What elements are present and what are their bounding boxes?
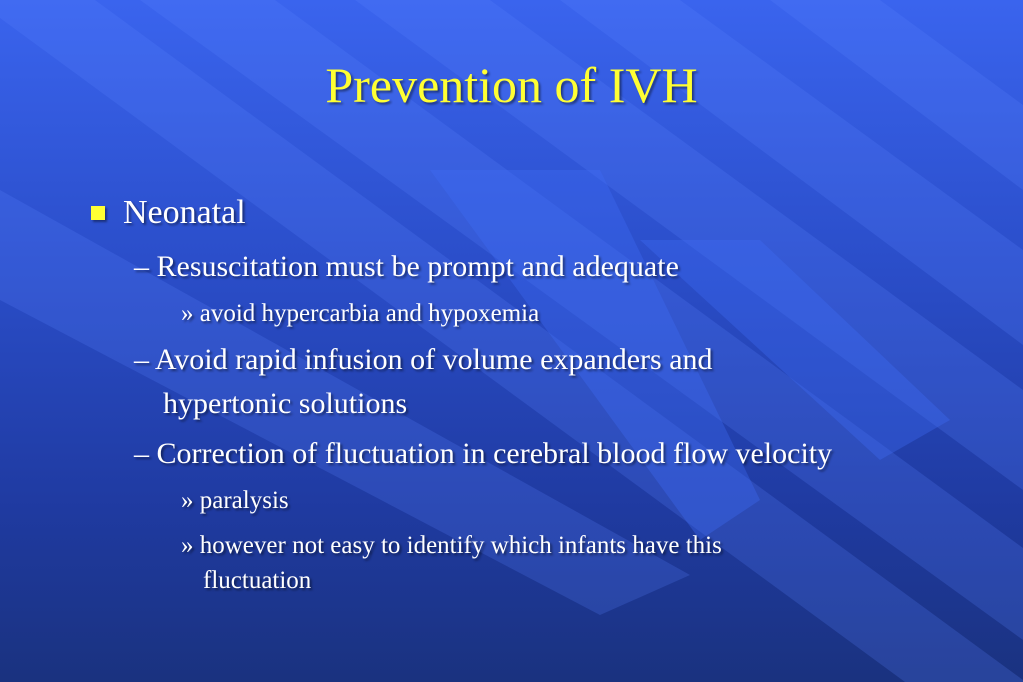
chevron-marker: » bbox=[181, 300, 194, 327]
detail-text: avoid hypercarbia and hypoxemia bbox=[199, 300, 540, 327]
sub-bullet-text: Resuscitation must be prompt and adequate bbox=[156, 250, 679, 283]
bullet-neonatal: Neonatal bbox=[123, 194, 246, 231]
detail-text: paralysis bbox=[199, 487, 289, 514]
detail-text: however not easy to identify which infants have this bbox=[199, 532, 722, 559]
dash-marker: – bbox=[134, 343, 149, 376]
square-bullet-icon bbox=[91, 206, 105, 220]
sub-bullet-text: Avoid rapid infusion of volume expanders and bbox=[154, 343, 713, 376]
dash-marker: – bbox=[134, 437, 149, 470]
sub-bullet-text: Correction of fluctuation in cerebral blood flow velocity bbox=[156, 437, 833, 470]
detail-bullet-identify bbox=[181, 528, 722, 563]
detail-bullet-hypercarbia bbox=[181, 296, 539, 331]
slide-title: Prevention of IVH bbox=[325, 57, 698, 113]
chevron-marker: » bbox=[181, 532, 194, 559]
sub-bullet-correction bbox=[134, 432, 832, 476]
sub-bullet-infusion-continued: hypertonic solutions bbox=[163, 387, 408, 420]
dash-marker: – bbox=[134, 250, 149, 283]
detail-bullet-identify-continued: fluctuation bbox=[203, 567, 312, 594]
detail-bullet-paralysis bbox=[181, 483, 289, 518]
chevron-marker: » bbox=[181, 487, 194, 514]
sub-bullet-infusion bbox=[134, 338, 713, 382]
sub-bullet-resuscitation bbox=[134, 245, 679, 289]
